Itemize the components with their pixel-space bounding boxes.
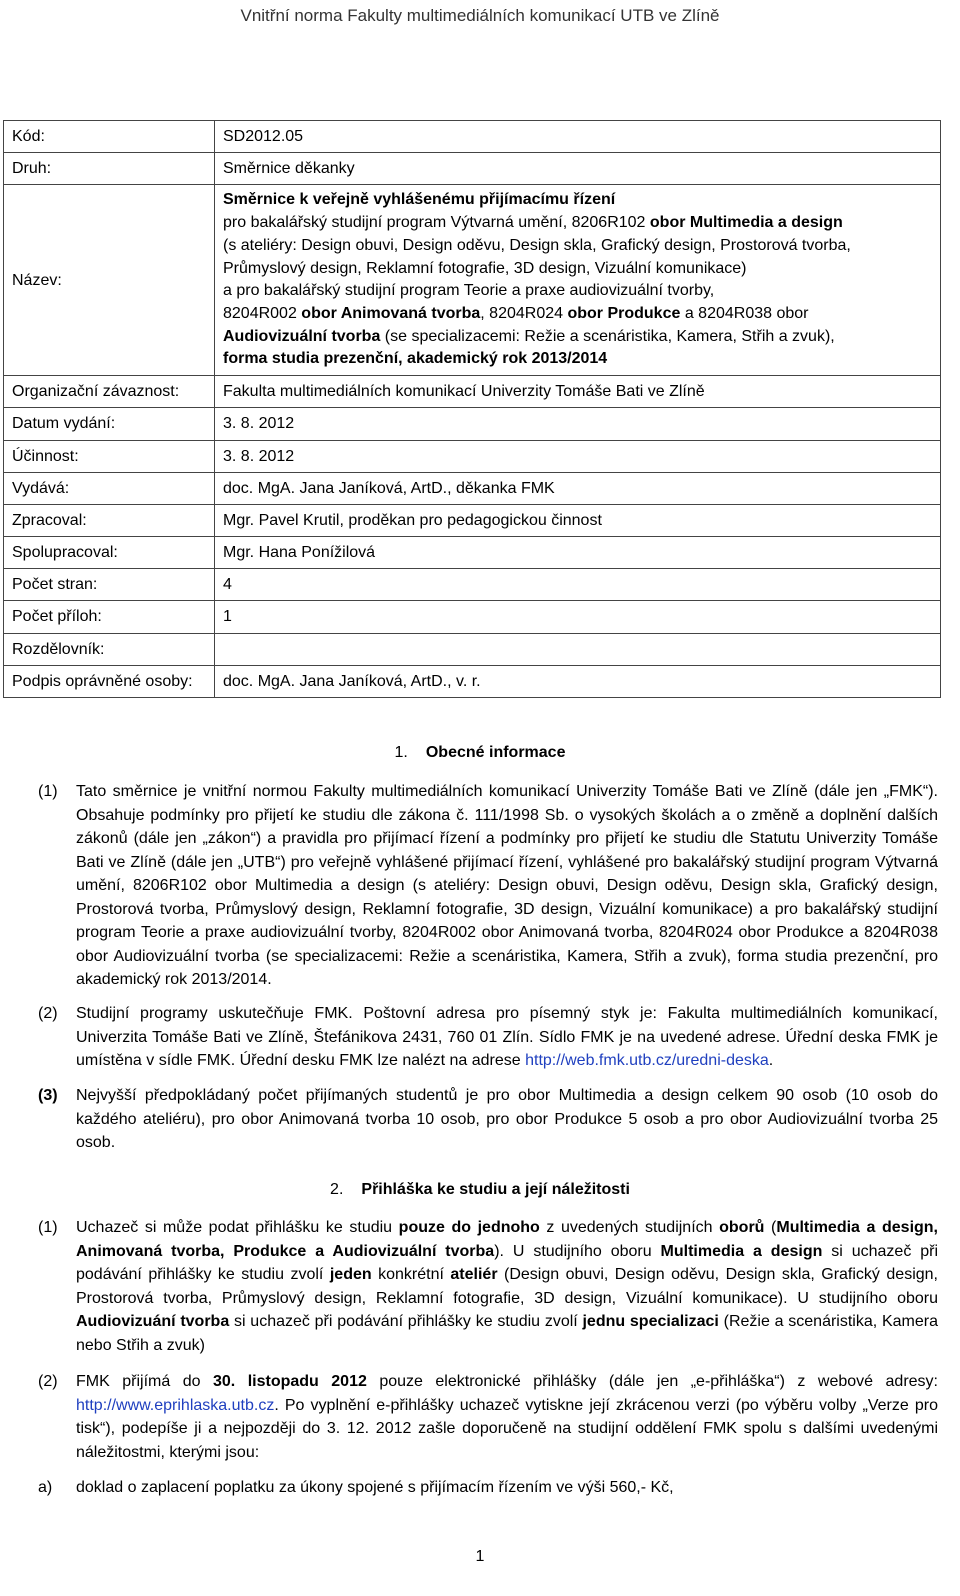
table-row [4, 376, 941, 408]
paragraph-text-part: z uvedených studijních [539, 1219, 720, 1236]
rozdelovnik-label: Rozdělovník: [4, 633, 215, 665]
paragraph-text-part: . Po vyplnění e-přihlášky uchazeč vytiskne její zkrácenou verzi (po výběru volby „Verze pro tisk“), podepíše ji a nejpozději do 3. 12. 2012 zašle doporučeně na studijní oddělení FMK spolu s dalšími uvedenými náležitostmi, kterými jsou: [76, 1396, 938, 1461]
table-row [4, 185, 941, 376]
spolupracoval-value: Mgr. Hana Ponížilová [215, 537, 941, 569]
nazev-label: Název: [4, 185, 215, 376]
page-number: 1 [475, 1548, 485, 1565]
pocet-stran-value: 4 [215, 569, 941, 601]
table-row [4, 504, 941, 536]
section-number: 2. [330, 1181, 344, 1198]
uredni-deska-link[interactable]: http://web.fmk.utb.cz/uredni-deska [525, 1052, 769, 1069]
nazev-text: obor Animovaná tvorba [301, 304, 481, 322]
s1-paragraph-3 [38, 1084, 938, 1155]
page-header: Vnitřní norma Fakulty multimediálních komunikací UTB ve Zlíně [240, 6, 720, 25]
paragraph-text-part: pouze elektronické přihlášky (dále jen „e-přihláška“) z webové adresy: [366, 1373, 938, 1390]
spolupracoval-label: Spolupracoval: [4, 537, 215, 569]
paragraph-text-part: ). U studijního oboru [494, 1242, 661, 1260]
paragraph-text-part: Multimedia a design, Animovaná tvorba, Produkce a Audiovizuální tvorba [76, 1219, 939, 1260]
nazev-text: obor Produkce [567, 304, 681, 322]
s1-paragraph-1 [38, 780, 938, 992]
paragraph-number: (2) [38, 1373, 58, 1390]
paragraph-text-part: Audiovizuání tvorba [76, 1313, 230, 1330]
nazev-line [223, 212, 932, 235]
paragraph-text [76, 1216, 938, 1357]
section-1-title [0, 744, 960, 762]
paragraph-text-part: jeden [329, 1266, 372, 1283]
table-row [4, 472, 941, 504]
kod-label: Kód: [4, 121, 215, 153]
list-marker: a) [38, 1479, 53, 1496]
datum-label: Datum vydání: [4, 408, 215, 440]
s1-paragraph-2 [38, 1002, 938, 1073]
paragraph-number: (1) [38, 1219, 58, 1236]
podpis-value: doc. MgA. Jana Janíková, ArtD., v. r. [215, 665, 941, 697]
nazev-text: obor Multimedia a design [649, 214, 843, 232]
paragraph-text-part: konkrétní [371, 1266, 451, 1283]
paragraph-text-part: pouze do jednoho [398, 1219, 540, 1236]
nazev-line: Průmyslový design, Reklamní fotografie, 3D design, Vizuální komunikace) [223, 259, 747, 277]
nazev-text: (se specializacemi: Režie a scenáristika, Kamera, Střih a zvuk), [380, 327, 835, 345]
rozdelovnik-value [215, 633, 941, 665]
paragraph-text-part: . [768, 1052, 774, 1069]
org-value: Fakulta multimediálních komunikací Univerzity Tomáše Bati ve Zlíně [215, 376, 941, 408]
paragraph-text [76, 1370, 938, 1464]
paragraph-text-part: ateliér [450, 1266, 498, 1283]
s2-paragraph-1 [38, 1216, 938, 1357]
table-row [4, 633, 941, 665]
nazev-text: , 8204R024 [480, 304, 568, 322]
nazev-line: (s ateliéry: Design obuvi, Design oděvu, Design skla, Grafický design, Prostorová tvorba, [223, 236, 851, 254]
kod-value: SD2012.05 [215, 121, 941, 153]
paragraph-text-part: Multimedia a design [660, 1242, 823, 1260]
nazev-text: a 8204R038 obor [680, 304, 809, 322]
datum-value: 3. 8. 2012 [215, 408, 941, 440]
paragraph-text-part: (Design obuvi, Design oděvu, Design skla, Grafický design, Prostorová tvorba, Průmyslový design, Reklamní fotografie, 3D design, Vizuální komunikace). U studijního oboru [76, 1266, 938, 1307]
s2-paragraph-2 [38, 1370, 938, 1464]
table-row [4, 440, 941, 472]
vydava-label: Vydává: [4, 472, 215, 504]
paragraph-text-part: si uchazeč při podávání přihlášky ke studiu zvolí [229, 1313, 583, 1330]
table-row [4, 537, 941, 569]
metadata-table [3, 120, 941, 698]
zpracoval-label: Zpracoval: [4, 504, 215, 536]
org-label: Organizační závaznost: [4, 376, 215, 408]
nazev-title: Směrnice k veřejně vyhlášenému přijímacímu řízení [223, 191, 616, 209]
nazev-value [215, 185, 941, 376]
paragraph-text-part: oborů [719, 1219, 765, 1236]
paragraph-text-part: 30. listopadu 2012 [212, 1373, 367, 1390]
table-row [4, 153, 941, 185]
paragraph-text: Nejvyšší předpokládaný počet přijímaných studentů je pro obor Multimedia a design celkem 90 osob (10 osob do každého ateliéru), pro obor Animovaná tvorba 10 osob, pro obor Produkce 5 osob a pro obor Audiovizuální tvorba 25 osob. [76, 1087, 938, 1151]
nazev-line: a pro bakalářský studijní program Teorie a praxe audiovizuální tvorby, [223, 282, 715, 300]
paragraph-text-part: si uchazeč při podávání přihlášky ke studiu zvolí [76, 1242, 938, 1283]
paragraph-text: Tato směrnice je vnitřní normou Fakulty multimediálních komunikací Univerzity Tomáše Bati ve Zlíně (dále jen „FMK“). Obsahuje podmínky pro přijetí ke studiu dle zákona č. 111/1998 Sb. o vysokých školách a o změně a doplnění dalších zákonů (dále jen „zákon“) a pravidla pro přijímací řízení a podmínky pro přijetí ke studiu dle Statutu Univerzity Tomáše Bati ve Zlíně (dále jen „UTB“) pro veřejně vyhlášené přijímací řízení, vyhlášené pro bakalářský studijní program Výtvarná umění, 8206R102 obor Multimedia a design (s ateliéry: Design obuvi, Design oděvu, Design skla, Grafický design, Prostorová tvorba, Průmyslový design, Reklamní fotografie, 3D design, Vizuální komunikace) a pro bakalářský studijní program Teorie a praxe audiovizuální tvorby, 8204R002 obor Animovaná tvorba, 8204R024 obor Produkce a 8204R038 obor Audiovizuální tvorba (se specializacemi: Režie a scenáristika, Kamera, Střih a zvuk), forma studia prezenční, pro akademický rok 2013/2014. [76, 783, 938, 988]
table-row [4, 121, 941, 153]
zpracoval-value: Mgr. Pavel Krutil, proděkan pro pedagogickou činnost [215, 504, 941, 536]
paragraph-text-part: (Režie a scenáristika, Kamera nebo Střih a zvuk) [76, 1313, 938, 1354]
nazev-text: pro bakalářský studijní program Výtvarná umění, 8206R102 [223, 214, 650, 232]
paragraph-number: (3) [38, 1087, 58, 1104]
table-row [4, 601, 941, 633]
nazev-line [223, 326, 932, 349]
paragraph-text-part: Studijní programy uskutečňuje FMK. Poštovní adresa pro písemný styk je: Fakulta multimediálních komunikací, Univerzita Tomáše Bati ve Zlíně, Štefánikova 2431, 760 01 Zlín. Sídlo FMK je na uvedené adrese. Úřední deska FMK je umístěna v sídle FMK. Úřední desku FMK lze nalézt na adrese [76, 1005, 938, 1069]
eprihlaska-link[interactable]: http://www.eprihlaska.utb.cz [76, 1396, 275, 1414]
paragraph-number: (1) [38, 783, 58, 800]
pocet-priloh-label: Počet příloh: [4, 601, 215, 633]
section-heading: Přihláška ke studiu a její náležitosti [361, 1181, 630, 1198]
paragraph-text-part: ( [764, 1219, 777, 1236]
section-number: 1. [394, 744, 408, 761]
paragraph-text-part: FMK přijímá do [76, 1373, 213, 1390]
pocet-stran-label: Počet stran: [4, 569, 215, 601]
podpis-label: Podpis oprávněné osoby: [4, 665, 215, 697]
nazev-line: forma studia prezenční, akademický rok 2013/2014 [223, 350, 608, 368]
pocet-priloh-value: 1 [215, 601, 941, 633]
nazev-line [223, 303, 932, 326]
table-row [4, 665, 941, 697]
section-2-title [0, 1181, 960, 1199]
druh-value: Směrnice děkanky [215, 153, 941, 185]
list-item-text: doklad o zaplacení poplatku za úkony spojené s přijímacím řízením ve výši 560,- Kč, [76, 1479, 674, 1496]
section-heading: Obecné informace [425, 744, 566, 761]
paragraph-text-part: Uchazeč si může podat přihlášku ke studiu [76, 1219, 399, 1236]
vydava-value: doc. MgA. Jana Janíková, ArtD., děkanka FMK [215, 472, 941, 504]
nazev-text: Audiovizuální tvorba [223, 327, 381, 345]
table-row [4, 569, 941, 601]
paragraph-text-part: jednu specializaci [582, 1313, 719, 1330]
nazev-text: 8204R002 [223, 304, 302, 322]
s2-list-item-a [38, 1476, 938, 1500]
paragraph-text [76, 1002, 938, 1073]
ucinnost-label: Účinnost: [4, 440, 215, 472]
druh-label: Druh: [4, 153, 215, 185]
table-row [4, 408, 941, 440]
ucinnost-value: 3. 8. 2012 [215, 440, 941, 472]
paragraph-number: (2) [38, 1005, 58, 1022]
